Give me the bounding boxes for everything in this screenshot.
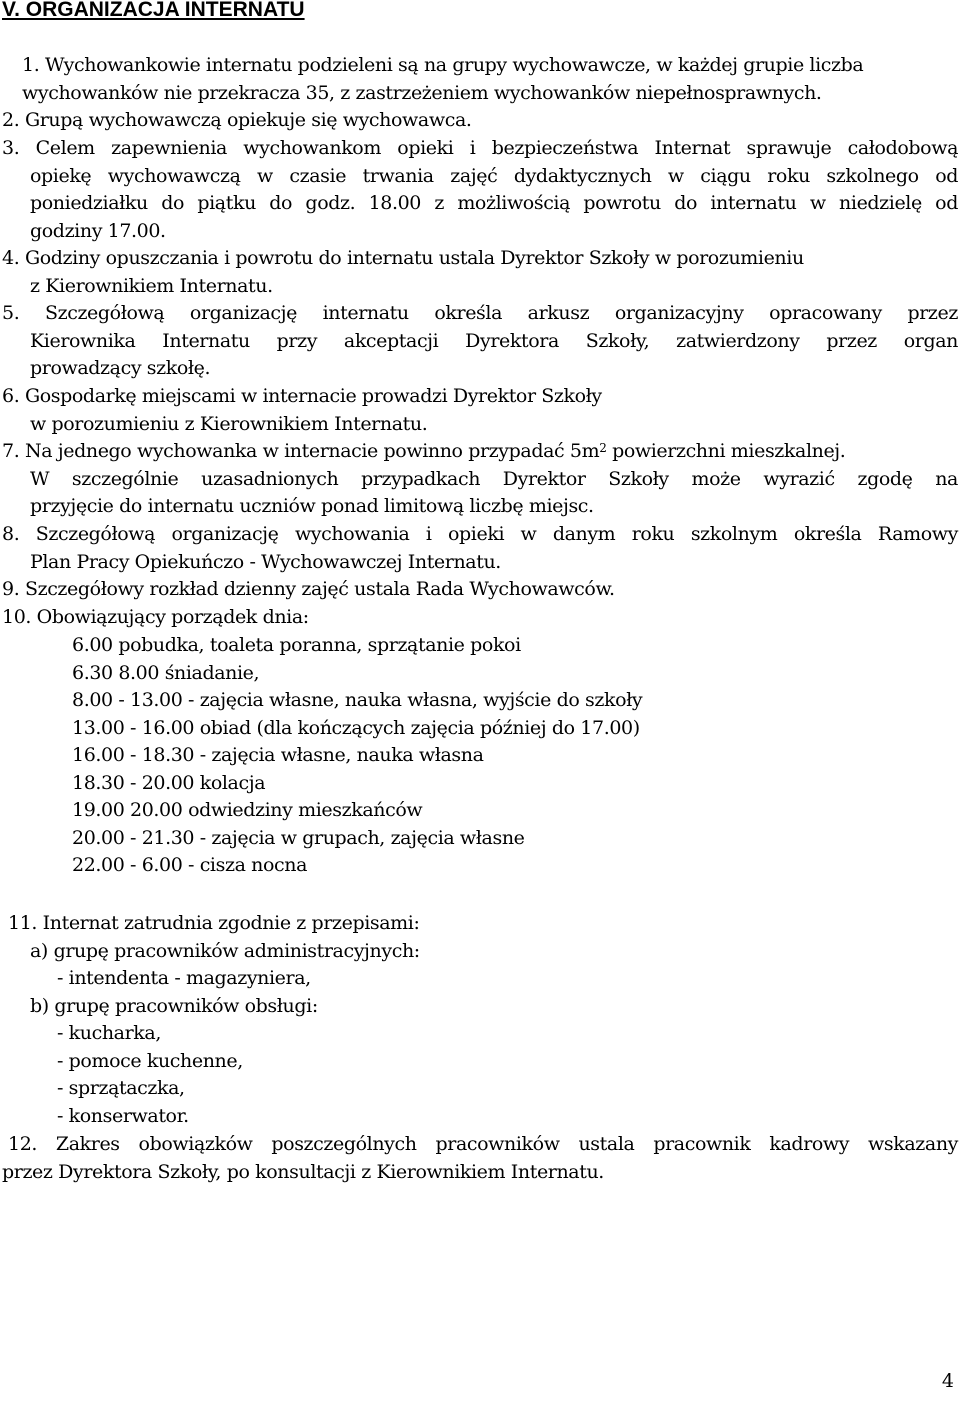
item-2-line-1: 2. Grupą wychowawczą opiekuje się wychowawca. — [2, 109, 472, 131]
schedule-row: 13.00 - 16.00 obiad (dla kończących zajęcia później do 17.00) — [72, 716, 640, 739]
item-6-line-2: w porozumieniu z Kierownikiem Internatu. — [30, 412, 428, 435]
staff-group-b-item: - pomoce kuchenne, — [57, 1049, 243, 1072]
schedule-row: 19.00 20.00 odwiedziny mieszkańców — [72, 799, 423, 821]
item-1-line-1: 1. Wychowankowie internatu podzieleni są na grupy wychowawcze, w każdej grupie liczba — [22, 54, 864, 76]
item-5-line-3: prowadzący szkołę. — [30, 357, 211, 379]
item-8-line-2: Plan Pracy Opiekuńczo - Wychowawczej Internatu. — [30, 550, 501, 573]
section-heading: V. ORGANIZACJA INTERNATU — [2, 0, 305, 21]
item-4-line-1: 4. Godziny opuszczania i powrotu do internatu ustala Dyrektor Szkoły w porozumieniu — [2, 247, 804, 269]
staff-group-b-item: - konserwator. — [57, 1104, 189, 1127]
list-item-11 — [2, 910, 942, 1130]
item-7-line-2: W szczególnie uzasadnionych przypadkach Dyrektor Szkoły może wyrazić zgodę na — [30, 467, 958, 490]
page-number: 4 — [941, 1370, 954, 1392]
item-5-line-1: 5. Szczegółową organizację internatu określa arkusz organizacyjny opracowany przez — [2, 302, 958, 324]
daily-schedule — [72, 632, 932, 880]
schedule-row: 20.00 - 21.30 - zajęcia w grupach, zajęcia własne — [72, 826, 525, 849]
list-item-4 — [2, 245, 942, 300]
schedule-row: 8.00 - 13.00 - zajęcia własne, nauka własna, wyjście do szkoły — [72, 689, 643, 711]
staff-group-b-item: - sprzątaczka, — [57, 1077, 185, 1099]
item-10-line-1: 10. Obowiązujący porządek dnia: — [2, 606, 309, 628]
item-7-line-1: 7. Na jednego wychowanka w internacie powinno przypadać $5m^2$ powierzchni mieszkalnej. — [2, 440, 846, 462]
item-6-line-1: 6. Gospodarkę miejscami w internacie prowadzi Dyrektor Szkoły — [2, 385, 602, 407]
list-item-9 — [2, 576, 942, 604]
item-8-line-1: 8. Szczegółową organizację wychowania i opieki w danym roku szkolnym określa Ramowy — [2, 523, 958, 545]
schedule-row: 22.00 - 6.00 - cisza nocna — [72, 854, 308, 876]
item-3-line-1: 3. Celem zapewnienia wychowankom opieki i bezpieczeństwa Internat sprawuje całodobową — [2, 137, 958, 159]
item-4-line-2: z Kierownikiem Internatu. — [30, 274, 273, 297]
schedule-row: 6.30 8.00 śniadanie, — [72, 661, 260, 684]
list-item-1 — [22, 52, 952, 107]
schedule-row: 18.30 - 20.00 kolacja — [72, 771, 266, 794]
list-item-6 — [2, 383, 942, 438]
item-12-line-1: 12. Zakres obowiązków poszczególnych pracowników ustala pracownik kadrowy wskazany — [8, 1133, 958, 1155]
list-item-3 — [2, 135, 958, 245]
item-3-line-3: poniedziałku do piątku do godz. 18.00 z możliwością powrotu do internatu w niedzielę od — [30, 192, 958, 214]
staff-group-b: b) grupę pracowników obsługi: — [30, 994, 318, 1017]
item-3-line-4: godziny 17.00. — [30, 219, 166, 242]
list-item-7 — [2, 438, 958, 521]
list-item-5 — [2, 300, 958, 383]
item-7-line-3: przyjęcie do internatu uczniów ponad limitową liczbę miejsc. — [30, 495, 594, 517]
list-item-8 — [2, 521, 958, 576]
superscript-2: 2 — [599, 441, 607, 455]
staff-group-a: a) grupę pracowników administracyjnych: — [30, 939, 420, 962]
item-11-intro: 11. Internat zatrudnia zgodnie z przepisami: — [8, 912, 420, 934]
schedule-row: 16.00 - 18.30 - zajęcia własne, nauka własna — [72, 744, 484, 766]
item-5-line-2: Kierownika Internatu przy akceptacji Dyrektora Szkoły, zatwierdzony przez organ — [30, 329, 958, 352]
staff-group-b-item: - kucharka, — [57, 1022, 161, 1044]
item-3-line-2: opiekę wychowawczą w czasie trwania zajęć dydaktycznych w ciągu roku szkolnego od — [30, 164, 958, 187]
item-1-line-2: wychowanków nie przekracza 35, z zastrzeżeniem wychowanków niepełnosprawnych. — [22, 81, 822, 104]
list-item-10 — [2, 604, 942, 632]
schedule-row: 6.00 pobudka, toaleta poranna, sprzątanie pokoi — [72, 634, 521, 656]
staff-group-a-item: - intendenta - magazyniera, — [57, 967, 311, 989]
item-12-line-2: przez Dyrektora Szkoły, po konsultacji z Kierownikiem Internatu. — [2, 1160, 604, 1183]
item-9-line-1: 9. Szczegółowy rozkład dzienny zajęć ustala Rada Wychowawców. — [2, 578, 615, 600]
list-item-2 — [2, 107, 942, 135]
list-item-12 — [2, 1131, 958, 1186]
